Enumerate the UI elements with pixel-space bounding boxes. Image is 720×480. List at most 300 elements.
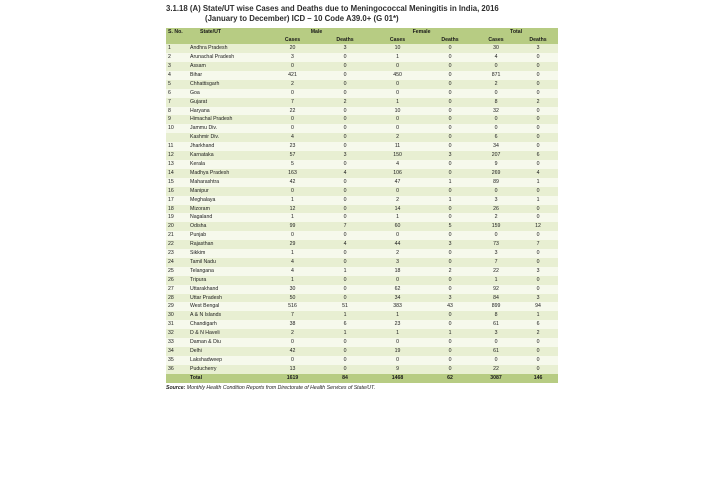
cell-male-cases: 1 (264, 196, 321, 205)
table-row (166, 107, 558, 116)
cell-female-deaths: 0 (426, 133, 474, 142)
cell-total-cases: 26 (474, 205, 518, 214)
cell-female-deaths: 0 (426, 356, 474, 365)
cell-sno: 26 (166, 276, 188, 285)
cell-male-cases: 0 (264, 338, 321, 347)
cell-female-deaths: 0 (426, 347, 474, 356)
cell-sno: 1 (166, 44, 188, 53)
table-row (166, 178, 558, 187)
cell-female-deaths: 0 (426, 258, 474, 267)
cell-male-cases: 99 (264, 222, 321, 231)
cell-male-cases: 0 (264, 124, 321, 133)
cell-male-deaths: 0 (321, 187, 369, 196)
cell-male-deaths: 3 (321, 44, 369, 53)
cell-male-deaths: 0 (321, 258, 369, 267)
cell-male-deaths: 0 (321, 231, 369, 240)
cell-sno: 17 (166, 196, 188, 205)
cell-female-deaths: 43 (426, 302, 474, 311)
cell-state: Telangana (188, 267, 264, 276)
cell-state: Punjab (188, 231, 264, 240)
cell-male-deaths: 0 (321, 213, 369, 222)
cell-male-cases: 0 (264, 62, 321, 71)
cell-sno: 15 (166, 178, 188, 187)
table-row (166, 89, 558, 98)
cell-state: A & N Islands (188, 311, 264, 320)
cell-female-cases: 3 (369, 258, 426, 267)
cell-sno: 2 (166, 53, 188, 62)
cell-sno: 7 (166, 98, 188, 107)
cell-female-cases: 0 (369, 124, 426, 133)
cell-female-cases: 47 (369, 178, 426, 187)
cell-male-deaths: 7 (321, 222, 369, 231)
header-female-deaths: Deaths (426, 36, 474, 44)
cell-male-deaths: 51 (321, 302, 369, 311)
cell-male-cases: 4 (264, 258, 321, 267)
cell-male-deaths: 0 (321, 365, 369, 374)
cell-sno: 19 (166, 213, 188, 222)
cell-male-deaths: 0 (321, 142, 369, 151)
cell-total-deaths: 0 (518, 205, 558, 214)
cell-total-cases: 0 (474, 356, 518, 365)
cell-total-cases: 8 (474, 98, 518, 107)
cell-sno: 31 (166, 320, 188, 329)
cell-female-cases: 150 (369, 151, 426, 160)
cell-female-deaths: 3 (426, 294, 474, 303)
cell-total-cases: 0 (474, 231, 518, 240)
table-row (166, 258, 558, 267)
table-row (166, 205, 558, 214)
cell-state: Kerala (188, 160, 264, 169)
table-row (166, 285, 558, 294)
cell-male-cases: 42 (264, 347, 321, 356)
table-row (166, 267, 558, 276)
cell-female-deaths: 0 (426, 276, 474, 285)
cell-total-deaths: 0 (518, 347, 558, 356)
cell-male-deaths: 0 (321, 356, 369, 365)
cell-total-cases: 61 (474, 347, 518, 356)
cell-sno: 18 (166, 205, 188, 214)
cell-total-cases: 84 (474, 294, 518, 303)
cell-total-cases: 2 (474, 213, 518, 222)
cell-female-deaths: 0 (426, 62, 474, 71)
cell-male-deaths: 84 (321, 374, 369, 383)
cell-female-deaths: 0 (426, 365, 474, 374)
cell-male-deaths: 0 (321, 249, 369, 258)
cell-total-cases: 0 (474, 89, 518, 98)
cell-sno: 23 (166, 249, 188, 258)
cell-male-deaths: 6 (321, 320, 369, 329)
cell-male-cases: 20 (264, 44, 321, 53)
table-row (166, 62, 558, 71)
cell-state: Maharashtra (188, 178, 264, 187)
cell-female-cases: 0 (369, 356, 426, 365)
cell-total-deaths: 7 (518, 240, 558, 249)
cell-sno: 8 (166, 107, 188, 116)
cell-state: Andhra Pradesh (188, 44, 264, 53)
table-row (166, 44, 558, 53)
cell-state: Meghalaya (188, 196, 264, 205)
cell-state: Jharkhand (188, 142, 264, 151)
cell-female-deaths: 0 (426, 338, 474, 347)
table-row (166, 222, 558, 231)
table-header (166, 28, 558, 44)
cell-male-cases: 1 (264, 276, 321, 285)
cell-total-cases: 3 (474, 196, 518, 205)
cell-state: Mizoram (188, 205, 264, 214)
cell-sno: 27 (166, 285, 188, 294)
cell-total-deaths: 0 (518, 160, 558, 169)
table-row (166, 53, 558, 62)
cell-female-deaths: 0 (426, 107, 474, 116)
table-row (166, 365, 558, 374)
cell-male-deaths: 3 (321, 151, 369, 160)
cell-total-cases: 7 (474, 258, 518, 267)
cell-female-deaths: 0 (426, 142, 474, 151)
table-row (166, 338, 558, 347)
cell-total-deaths: 1 (518, 196, 558, 205)
cell-female-deaths: 0 (426, 320, 474, 329)
cell-male-deaths: 0 (321, 347, 369, 356)
cell-total-deaths: 1 (518, 178, 558, 187)
cell-state: Daman & Diu (188, 338, 264, 347)
cell-male-cases: 1619 (264, 374, 321, 383)
cell-sno: 12 (166, 151, 188, 160)
cell-total-cases: 34 (474, 142, 518, 151)
cell-sno: 14 (166, 169, 188, 178)
cell-total-cases: 22 (474, 267, 518, 276)
cell-male-cases: 42 (264, 178, 321, 187)
cell-total-deaths: 0 (518, 187, 558, 196)
cell-total-cases: 3 (474, 329, 518, 338)
cell-female-deaths: 0 (426, 231, 474, 240)
cell-total-cases: 269 (474, 169, 518, 178)
header-total-cases: Cases (474, 36, 518, 44)
cell-total-cases: 159 (474, 222, 518, 231)
cell-total-deaths: 0 (518, 53, 558, 62)
table-row (166, 133, 558, 142)
title-line-2: (January to December) ICD – 10 Code A39.0+ (G 01*) (205, 13, 399, 23)
cell-male-deaths: 0 (321, 178, 369, 187)
cell-female-deaths: 1 (426, 178, 474, 187)
cell-male-cases: 1 (264, 249, 321, 258)
cell-state: Nagaland (188, 213, 264, 222)
cell-male-deaths: 0 (321, 71, 369, 80)
cell-state: Himachal Pradesh (188, 115, 264, 124)
cell-female-cases: 19 (369, 347, 426, 356)
header-sno: S. No. (166, 28, 188, 36)
cell-total-cases: 2 (474, 80, 518, 89)
cell-male-cases: 0 (264, 187, 321, 196)
cell-male-cases: 4 (264, 267, 321, 276)
cell-female-cases: 106 (369, 169, 426, 178)
cell-total-deaths: 0 (518, 142, 558, 151)
table-row (166, 98, 558, 107)
cell-female-cases: 1 (369, 329, 426, 338)
cell-state: Total (188, 374, 264, 383)
cell-male-deaths: 0 (321, 115, 369, 124)
cell-male-deaths: 0 (321, 196, 369, 205)
cell-total-deaths: 0 (518, 285, 558, 294)
cell-female-cases: 11 (369, 142, 426, 151)
cell-male-cases: 2 (264, 80, 321, 89)
table-body (166, 44, 558, 382)
cell-female-cases: 1468 (369, 374, 426, 383)
cell-sno: 34 (166, 347, 188, 356)
cell-male-cases: 30 (264, 285, 321, 294)
cell-female-deaths: 0 (426, 71, 474, 80)
cell-male-cases: 5 (264, 160, 321, 169)
cell-total-deaths: 0 (518, 356, 558, 365)
cell-sno: 21 (166, 231, 188, 240)
cell-female-cases: 23 (369, 320, 426, 329)
cell-total-cases: 22 (474, 365, 518, 374)
cell-male-cases: 2 (264, 329, 321, 338)
cell-male-deaths: 1 (321, 329, 369, 338)
cell-state: Jammu Div. (188, 124, 264, 133)
cell-state: Uttar Pradesh (188, 294, 264, 303)
header-blank (188, 36, 264, 44)
cell-female-deaths: 1 (426, 329, 474, 338)
cell-total-deaths: 6 (518, 320, 558, 329)
cell-male-deaths: 0 (321, 80, 369, 89)
table-row (166, 347, 558, 356)
cell-female-deaths: 0 (426, 169, 474, 178)
cell-female-deaths: 0 (426, 44, 474, 53)
cell-male-cases: 4 (264, 133, 321, 142)
cell-sno: 35 (166, 356, 188, 365)
cell-sno (166, 374, 188, 383)
cell-male-deaths: 4 (321, 169, 369, 178)
cell-total-cases: 32 (474, 107, 518, 116)
cell-total-deaths: 0 (518, 365, 558, 374)
cell-male-cases: 3 (264, 53, 321, 62)
document-page (166, 4, 558, 391)
cell-male-deaths: 2 (321, 98, 369, 107)
cell-total-cases: 0 (474, 62, 518, 71)
table-row (166, 231, 558, 240)
cell-total-cases: 207 (474, 151, 518, 160)
cell-male-deaths: 0 (321, 62, 369, 71)
cell-female-deaths: 0 (426, 160, 474, 169)
cell-total-deaths: 0 (518, 338, 558, 347)
cell-state: Odisha (188, 222, 264, 231)
cell-total-cases: 3087 (474, 374, 518, 383)
data-table (166, 28, 558, 382)
cell-male-cases: 29 (264, 240, 321, 249)
table-row (166, 294, 558, 303)
cell-state: Gujarat (188, 98, 264, 107)
cell-total-cases: 89 (474, 178, 518, 187)
total-row (166, 374, 558, 383)
cell-total-deaths: 0 (518, 133, 558, 142)
cell-total-cases: 0 (474, 187, 518, 196)
table-row (166, 320, 558, 329)
cell-female-cases: 1 (369, 311, 426, 320)
cell-female-cases: 2 (369, 133, 426, 142)
cell-sno: 11 (166, 142, 188, 151)
cell-female-cases: 60 (369, 222, 426, 231)
cell-total-cases: 3 (474, 249, 518, 258)
table-row (166, 213, 558, 222)
header-male-deaths: Deaths (321, 36, 369, 44)
table-row (166, 142, 558, 151)
cell-total-cases: 8 (474, 311, 518, 320)
cell-male-cases: 0 (264, 356, 321, 365)
table-row (166, 276, 558, 285)
cell-total-cases: 0 (474, 124, 518, 133)
header-blank (166, 36, 188, 44)
cell-female-cases: 2 (369, 249, 426, 258)
cell-sno: 5 (166, 80, 188, 89)
cell-total-deaths: 94 (518, 302, 558, 311)
cell-female-cases: 1 (369, 53, 426, 62)
cell-total-deaths: 0 (518, 249, 558, 258)
cell-total-deaths: 1 (518, 311, 558, 320)
cell-female-cases: 14 (369, 205, 426, 214)
table-row (166, 80, 558, 89)
cell-male-cases: 22 (264, 107, 321, 116)
header-total: Total (474, 28, 558, 36)
cell-total-deaths: 0 (518, 124, 558, 133)
header-male: Male (264, 28, 369, 36)
cell-total-cases: 0 (474, 115, 518, 124)
table-row (166, 115, 558, 124)
cell-sno: 33 (166, 338, 188, 347)
cell-total-cases: 0 (474, 338, 518, 347)
cell-male-cases: 23 (264, 142, 321, 151)
cell-female-deaths: 2 (426, 267, 474, 276)
cell-sno: 20 (166, 222, 188, 231)
cell-total-cases: 73 (474, 240, 518, 249)
cell-state: Kashmir Div. (188, 133, 264, 142)
cell-male-cases: 163 (264, 169, 321, 178)
cell-female-cases: 0 (369, 276, 426, 285)
cell-male-cases: 516 (264, 302, 321, 311)
cell-female-cases: 62 (369, 285, 426, 294)
cell-male-deaths: 0 (321, 338, 369, 347)
table-row (166, 302, 558, 311)
cell-total-cases: 899 (474, 302, 518, 311)
cell-female-cases: 18 (369, 267, 426, 276)
cell-state: West Bengal (188, 302, 264, 311)
cell-male-cases: 1 (264, 213, 321, 222)
cell-female-deaths: 0 (426, 53, 474, 62)
cell-total-deaths: 6 (518, 151, 558, 160)
cell-total-deaths: 0 (518, 62, 558, 71)
cell-male-deaths: 4 (321, 240, 369, 249)
cell-state: Chandigarh (188, 320, 264, 329)
cell-female-deaths: 0 (426, 205, 474, 214)
cell-female-deaths: 0 (426, 285, 474, 294)
cell-female-cases: 450 (369, 71, 426, 80)
cell-male-deaths: 0 (321, 205, 369, 214)
cell-total-deaths: 0 (518, 276, 558, 285)
cell-sno: 25 (166, 267, 188, 276)
cell-male-cases: 50 (264, 294, 321, 303)
cell-state: Haryana (188, 107, 264, 116)
table-row (166, 160, 558, 169)
cell-female-cases: 9 (369, 365, 426, 374)
cell-female-cases: 10 (369, 44, 426, 53)
table-row (166, 151, 558, 160)
cell-total-deaths: 0 (518, 89, 558, 98)
cell-male-deaths: 0 (321, 124, 369, 133)
cell-state: Delhi (188, 347, 264, 356)
cell-total-deaths: 0 (518, 115, 558, 124)
cell-total-deaths: 3 (518, 44, 558, 53)
cell-female-deaths: 0 (426, 98, 474, 107)
cell-female-deaths: 0 (426, 311, 474, 320)
cell-sno: 9 (166, 115, 188, 124)
cell-female-cases: 383 (369, 302, 426, 311)
table-row (166, 124, 558, 133)
cell-male-deaths: 0 (321, 276, 369, 285)
header-female-cases: Cases (369, 36, 426, 44)
cell-sno: 16 (166, 187, 188, 196)
cell-female-deaths: 5 (426, 222, 474, 231)
cell-sno: 13 (166, 160, 188, 169)
cell-total-deaths: 3 (518, 267, 558, 276)
cell-state: Bihar (188, 71, 264, 80)
cell-male-cases: 7 (264, 98, 321, 107)
cell-female-cases: 0 (369, 187, 426, 196)
cell-total-deaths: 0 (518, 71, 558, 80)
cell-male-cases: 12 (264, 205, 321, 214)
table-row (166, 249, 558, 258)
cell-male-cases: 57 (264, 151, 321, 160)
table-title (166, 4, 558, 23)
cell-male-deaths: 0 (321, 294, 369, 303)
cell-male-deaths: 0 (321, 133, 369, 142)
cell-male-deaths: 0 (321, 107, 369, 116)
cell-female-deaths: 0 (426, 249, 474, 258)
cell-female-cases: 2 (369, 196, 426, 205)
cell-total-deaths: 0 (518, 213, 558, 222)
cell-state: Tripura (188, 276, 264, 285)
cell-total-deaths: 12 (518, 222, 558, 231)
cell-female-deaths: 3 (426, 240, 474, 249)
table-row (166, 196, 558, 205)
table-row (166, 356, 558, 365)
table-row (166, 311, 558, 320)
cell-total-deaths: 3 (518, 294, 558, 303)
cell-female-deaths: 62 (426, 374, 474, 383)
cell-total-deaths: 0 (518, 258, 558, 267)
cell-female-deaths: 0 (426, 213, 474, 222)
cell-state: Puducherry (188, 365, 264, 374)
cell-sno: 10 (166, 124, 188, 133)
cell-state: Madhya Pradesh (188, 169, 264, 178)
cell-female-deaths: 3 (426, 151, 474, 160)
cell-female-cases: 0 (369, 115, 426, 124)
source-label: Source: (166, 384, 186, 391)
header-state: State/UT (188, 28, 264, 36)
cell-sno: 3 (166, 62, 188, 71)
cell-female-cases: 1 (369, 98, 426, 107)
cell-female-cases: 0 (369, 80, 426, 89)
table-row (166, 187, 558, 196)
cell-total-deaths: 0 (518, 80, 558, 89)
cell-male-cases: 421 (264, 71, 321, 80)
cell-male-cases: 0 (264, 89, 321, 98)
cell-total-cases: 61 (474, 320, 518, 329)
cell-female-deaths: 1 (426, 196, 474, 205)
cell-sno: 32 (166, 329, 188, 338)
cell-sno: 30 (166, 311, 188, 320)
cell-female-cases: 0 (369, 62, 426, 71)
header-total-deaths: Deaths (518, 36, 558, 44)
cell-female-cases: 0 (369, 89, 426, 98)
